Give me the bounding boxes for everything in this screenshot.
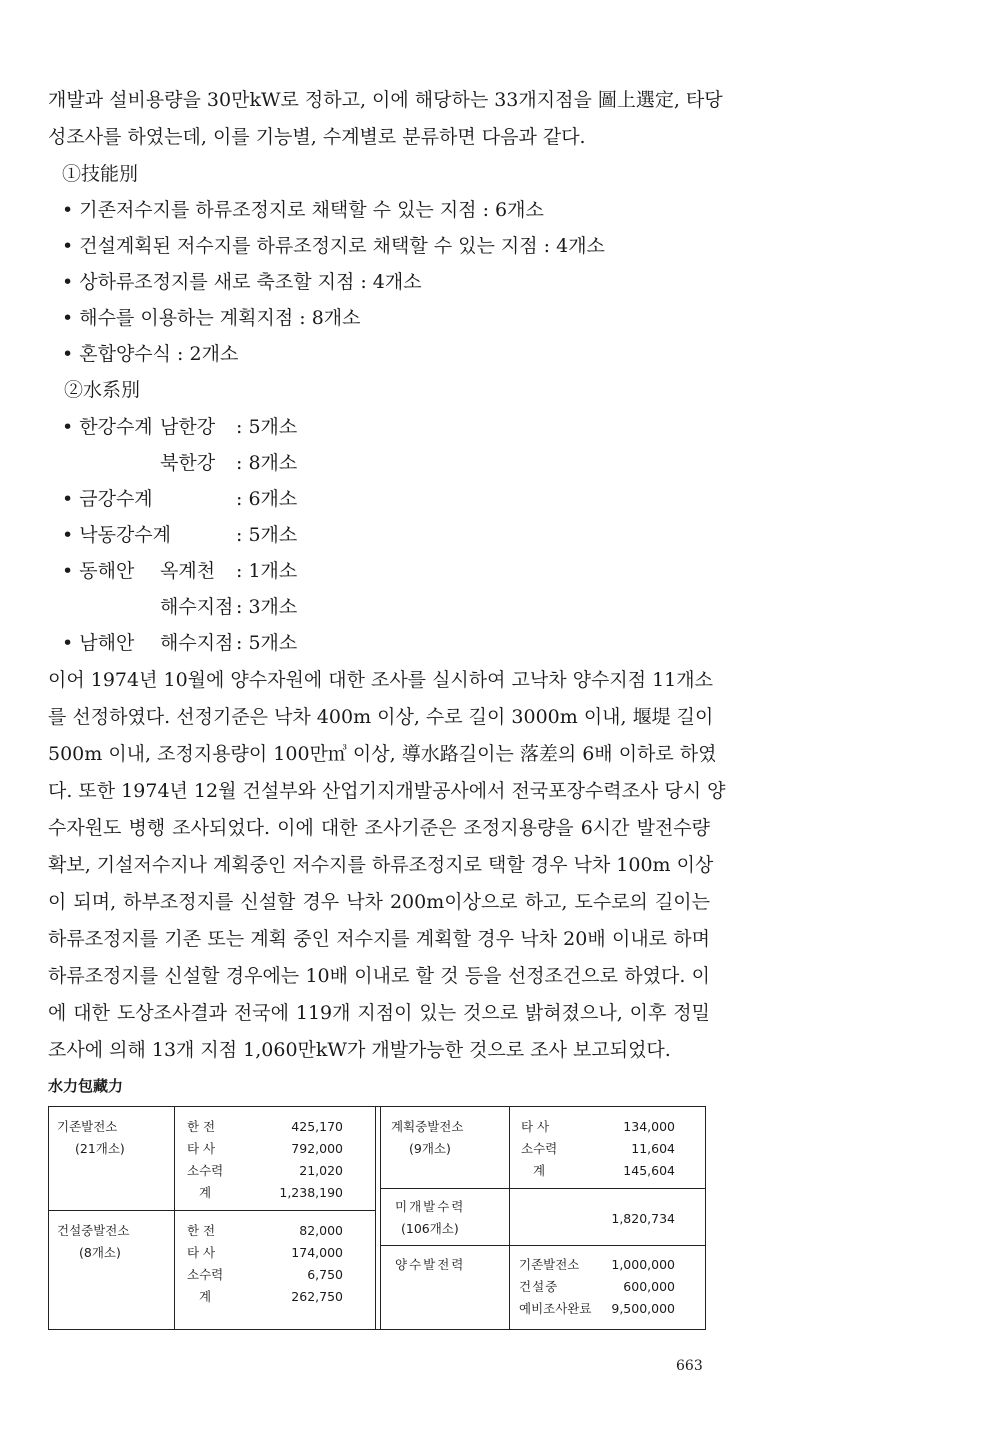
section-heading: ②水系別 bbox=[64, 379, 141, 401]
list-item-basin: • 한강수계 bbox=[62, 416, 153, 438]
table-row-name: 한 전 bbox=[187, 1119, 216, 1134]
paragraph-line: 이 되며, 하부조정지를 신설할 경우 낙차 200m이상으로 하고, 도수로의 길이는 bbox=[48, 891, 710, 913]
table-group-label: 양수발전력 bbox=[395, 1257, 466, 1272]
table-divider bbox=[380, 1188, 706, 1189]
table-group-sub: (106개소) bbox=[401, 1221, 459, 1236]
table-row-name: 예비조사완료 bbox=[519, 1301, 592, 1316]
list-item-count: : 1개소 bbox=[236, 560, 298, 582]
table-row-name: 한 전 bbox=[187, 1223, 216, 1238]
table-row-value: 1,238,190 bbox=[279, 1185, 343, 1200]
paragraph-line: 다. 또한 1974년 12월 건설부와 산업기지개발공사에서 전국포장수력조사 당시 양 bbox=[48, 780, 726, 802]
table-row-value: 134,000 bbox=[623, 1119, 675, 1134]
list-item-subbasin: 해수지점 bbox=[160, 632, 234, 654]
table-row-value: 792,000 bbox=[291, 1141, 343, 1156]
table-row-name: 계 bbox=[199, 1185, 212, 1200]
hydro-capacity-table bbox=[48, 1106, 706, 1330]
table-row-value: 425,170 bbox=[291, 1119, 343, 1134]
table-row-name: 타 사 bbox=[521, 1119, 550, 1134]
list-item: • 상하류조정지를 새로 축조할 지점 : 4개소 bbox=[62, 271, 422, 293]
list-item bbox=[62, 559, 362, 583]
table-row-value: 174,000 bbox=[291, 1245, 343, 1260]
section-heading: ①技能別 bbox=[62, 163, 139, 185]
page-number: 663 bbox=[676, 1358, 703, 1374]
list-item-subbasin: 해수지점 bbox=[160, 596, 234, 618]
table-row-value: 11,604 bbox=[631, 1141, 675, 1156]
table-row-name: 계 bbox=[533, 1163, 546, 1178]
list-item: • 해수를 이용하는 계획지점 : 8개소 bbox=[62, 307, 361, 329]
paragraph-line: 이어 1974년 10월에 양수자원에 대한 조사를 실시하여 고낙차 양수지점 11개소 bbox=[48, 669, 713, 691]
list-item-basin: • 낙동강수계 bbox=[62, 524, 172, 546]
table-group-sub: (9개소) bbox=[409, 1141, 451, 1156]
list-item-subbasin: 옥계천 bbox=[160, 560, 216, 582]
table-divider bbox=[375, 1107, 376, 1329]
list-item: • 기존저수지를 하류조정지로 채택할 수 있는 지점 : 6개소 bbox=[62, 199, 544, 221]
table-row-name: 타 사 bbox=[187, 1245, 216, 1260]
paragraph-line: 에 대한 도상조사결과 전국에 119개 지점이 있는 것으로 밝혀졌으나, 이후 정밀 bbox=[48, 1002, 710, 1024]
list-item-count: : 6개소 bbox=[236, 488, 298, 510]
paragraph-line: 하류조정지를 기존 또는 계획 중인 저수지를 계획할 경우 낙차 20배 이내로 하며 bbox=[48, 928, 710, 950]
table-divider bbox=[380, 1107, 381, 1329]
table-group-label: 건설중발전소 bbox=[57, 1223, 130, 1238]
table-group-label: 계획중발전소 bbox=[391, 1119, 464, 1134]
table-row-name: 소수력 bbox=[187, 1267, 224, 1282]
paragraph-line: 수자원도 병행 조사되었다. 이에 대한 조사기준은 조정지용량을 6시간 발전수량 bbox=[48, 817, 710, 839]
list-item-subbasin: 남한강 bbox=[160, 416, 216, 438]
table-group-sub: (21개소) bbox=[75, 1141, 125, 1156]
list-item bbox=[62, 631, 362, 655]
table-divider bbox=[49, 1210, 375, 1211]
list-item bbox=[62, 523, 362, 547]
table-row-name: 소수력 bbox=[187, 1163, 224, 1178]
table-divider bbox=[174, 1107, 175, 1329]
table-caption: 水力包藏力 bbox=[48, 1077, 124, 1095]
table-row-value: 1,820,734 bbox=[611, 1211, 675, 1226]
list-item-count: : 8개소 bbox=[236, 452, 298, 474]
paragraph-line: 하류조정지를 신설할 경우에는 10배 이내로 할 것 등을 선정조건으로 하였다. 이 bbox=[48, 965, 710, 987]
list-item-basin: • 남해안 bbox=[62, 632, 135, 654]
table-row-name: 소수력 bbox=[521, 1141, 558, 1156]
table-row-value: 600,000 bbox=[623, 1279, 675, 1294]
table-row-name: 기존발전소 bbox=[519, 1257, 580, 1272]
table-divider bbox=[509, 1107, 510, 1329]
table-row-name: 계 bbox=[199, 1289, 212, 1304]
paragraph-line: 를 선정하였다. 선정기준은 낙차 400m 이상, 수로 길이 3000m 이내, 堰堤 길이 bbox=[48, 706, 714, 728]
table-row-value: 1,000,000 bbox=[611, 1257, 675, 1272]
list-item bbox=[62, 487, 362, 511]
table-row-value: 145,604 bbox=[623, 1163, 675, 1178]
list-item-count: : 5개소 bbox=[236, 416, 298, 438]
table-row-value: 262,750 bbox=[291, 1289, 343, 1304]
table-row-value: 6,750 bbox=[307, 1267, 343, 1282]
list-item-count: : 3개소 bbox=[236, 596, 298, 618]
list-item-count: : 5개소 bbox=[236, 632, 298, 654]
list-item: • 혼합양수식 : 2개소 bbox=[62, 343, 239, 365]
table-row-name: 건설중 bbox=[519, 1279, 559, 1294]
list-item bbox=[62, 451, 362, 475]
table-row-name: 타 사 bbox=[187, 1141, 216, 1156]
list-item-basin: • 금강수계 bbox=[62, 488, 153, 510]
table-row-value: 9,500,000 bbox=[611, 1301, 675, 1316]
list-item-count: : 5개소 bbox=[236, 524, 298, 546]
table-group-sub: (8개소) bbox=[79, 1245, 121, 1260]
table-divider bbox=[380, 1245, 706, 1246]
paragraph-line: 조사에 의해 13개 지점 1,060만kW가 개발가능한 것으로 조사 보고되었다. bbox=[48, 1039, 671, 1061]
paragraph-line: 개발과 설비용량을 30만kW로 정하고, 이에 해당하는 33개지점을 圖上選定, 타당 bbox=[48, 89, 723, 111]
table-group-label: 미개발수력 bbox=[395, 1199, 466, 1214]
list-item bbox=[62, 415, 362, 439]
paragraph-line: 성조사를 하였는데, 이를 기능별, 수계별로 분류하면 다음과 같다. bbox=[48, 126, 586, 148]
list-item-basin: • 동해안 bbox=[62, 560, 135, 582]
list-item bbox=[62, 595, 362, 619]
paragraph-line: 확보, 기설저수지나 계획중인 저수지를 하류조정지로 택할 경우 낙차 100m 이상 bbox=[48, 854, 714, 876]
table-row-value: 21,020 bbox=[299, 1163, 343, 1178]
list-item-subbasin: 북한강 bbox=[160, 452, 216, 474]
list-item: • 건설계획된 저수지를 하류조정지로 채택할 수 있는 지점 : 4개소 bbox=[62, 235, 605, 257]
paragraph-line: 500m 이내, 조정지용량이 100만㎥ 이상, 導水路길이는 落差의 6배 이하로 하였 bbox=[48, 743, 717, 765]
table-group-label: 기존발전소 bbox=[57, 1119, 118, 1134]
table-row-value: 82,000 bbox=[299, 1223, 343, 1238]
